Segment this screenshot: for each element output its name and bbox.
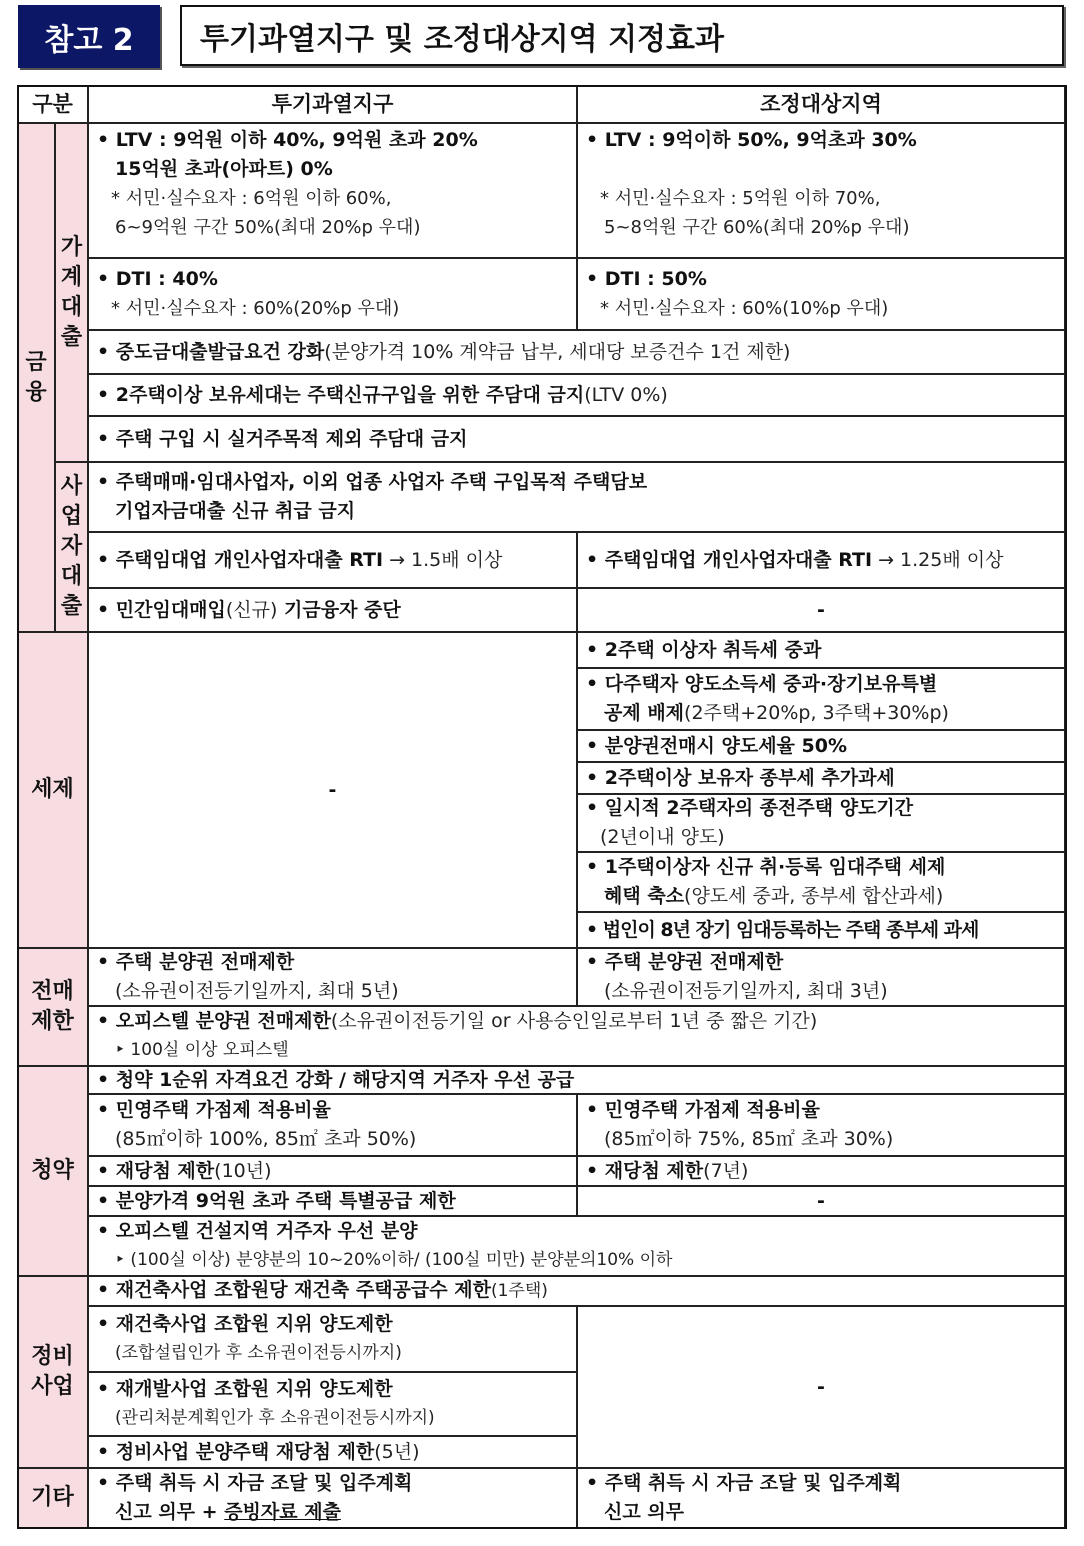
rti-speculative: • 주택임대업 개인사업자대출 RTI → 1.5배 이상 [88,532,577,588]
page-title: 투기과열지구 및 조정대상지역 지정효과 [180,5,1064,66]
ltv-adjustment: • LTV : 9억이하 50%, 9억초과 30% * 서민·실수요자 : 5억원 이하 70%, 5~8억원 구간 60%(최대 20%p 우대) [577,123,1065,258]
tax-item: • 법인이 8년 장기 임대등록하는 주택 종부세 과세 [577,912,1065,948]
reference-badge: 참고 2 [18,5,160,68]
ltv-speculative: • LTV : 9억원 이하 40%, 9억원 초과 20% 15억원 초과(아파트) 0% * 서민·실수요자 : 6억원 이하 60%, 6~9억원 구간 50%(최대 20%p 우대) [88,123,577,258]
purchase-loan-row: • 주택 구입 시 실거주목적 제외 주담대 금지 [88,416,1065,462]
maintenance-rewin: • 정비사업 분양주택 재당첨 제한(5년) [88,1436,577,1468]
rewin-adjustment: • 재당첨 제한(7년) [577,1156,1065,1186]
header-category: 구분 [17,85,88,123]
category-tax: 세제 [17,632,88,948]
tax-item: • 2주택 이상자 취득세 중과 [577,632,1065,668]
business-loan-row: • 주택매매·임대사업자, 이외 업종 사업자 주택 구입목적 주택담보 기업자금대출 신규 취급 금지 [88,462,1065,532]
subcategory-business-loan: 사업자대출 [55,462,88,632]
funding-plan-speculative: • 주택 취득 시 자금 조달 및 입주계획 신고 의무 + 증빙자료 제출 [88,1468,577,1528]
rental-fund-speculative: • 민간임대매입(신규) 기금융자 중단 [88,588,577,632]
midpayment-loan-row: • 중도금대출발급요건 강화(분양가격 10% 계약금 납부, 세대당 보증건수 1건 제한) [88,330,1065,374]
tax-item: • 다주택자 양도소득세 중과·장기보유특별 공제 배제(2주택+20%p, 3주택+30%p) [577,668,1065,730]
point-system-adjustment: • 민영주택 가점제 적용비율 (85㎡이하 75%, 85㎡ 초과 30%) [577,1094,1065,1156]
header-adjustment-zone: 조정대상지역 [577,85,1065,123]
category-finance: 금융 [17,123,55,632]
rti-adjustment: • 주택임대업 개인사업자대출 RTI → 1.25배 이상 [577,532,1065,588]
redevelopment-transfer: • 재개발사업 조합원 지위 양도제한 (관리처분계획인가 후 소유권이전등시까지) [88,1372,577,1436]
multi-home-loan-row: • 2주택이상 보유세대는 주택신규구입을 위한 주담대 금지(LTV 0%) [88,374,1065,416]
resale-speculative: • 주택 분양권 전매제한 (소유권이전등기일까지, 최대 5년) [88,948,577,1006]
rewin-speculative: • 재당첨 제한(10년) [88,1156,577,1186]
subcategory-household-loan: 가계대출 [55,123,88,462]
special-supply-adjustment: - [577,1186,1065,1216]
tax-item: • 2주택이상 보유자 종부세 추가과세 [577,762,1065,794]
tax-item: • 일시적 2주택자의 종전주택 양도기간 (2년이내 양도) [577,794,1065,852]
tax-item: • 1주택이상자 신규 취·등록 임대주택 세제 혜택 축소(양도세 중과, 종부세 합산과세) [577,852,1065,912]
category-other: 기타 [17,1468,88,1528]
dti-speculative: • DTI : 40% * 서민·실수요자 : 60%(20%p 우대) [88,258,577,330]
rental-fund-adjustment: - [577,588,1065,632]
officetel-resale-row: • 오피스텔 분양권 전매제한(소유권이전등기일 or 사용승인일로부터 1년 중 짧은 기간) ‣ 100실 이상 오피스텔 [88,1006,1065,1066]
maintenance-adjustment: - [577,1306,1065,1468]
header-speculative-zone: 투기과열지구 [88,85,577,123]
category-subscription: 청약 [17,1066,88,1276]
resale-adjustment: • 주택 분양권 전매제한 (소유권이전등기일까지, 최대 3년) [577,948,1065,1006]
dti-adjustment: • DTI : 50% * 서민·실수요자 : 60%(10%p 우대) [577,258,1065,330]
tax-item: • 분양권전매시 양도세율 50% [577,730,1065,762]
subscription-priority-row: • 청약 1순위 자격요건 강화 / 해당지역 거주자 우선 공급 [88,1066,1065,1094]
category-resale-restriction: 전매제한 [17,948,88,1066]
special-supply-speculative: • 분양가격 9억원 초과 주택 특별공급 제한 [88,1186,577,1216]
category-maintenance: 정비사업 [17,1276,88,1468]
officetel-priority-row: • 오피스텔 건설지역 거주자 우선 분양 ‣ (100실 이상) 분양분의 10~20%이하/ (100실 미만) 분양분의10% 이하 [88,1216,1065,1276]
point-system-speculative: • 민영주택 가점제 적용비율 (85㎡이하 100%, 85㎡ 초과 50%) [88,1094,577,1156]
tax-speculative: - [88,632,577,948]
reconstruction-transfer: • 재건축사업 조합원 지위 양도제한 (조합설립인가 후 소유권이전등시까지) [88,1306,577,1372]
funding-plan-adjustment: • 주택 취득 시 자금 조달 및 입주계획 신고 의무 [577,1468,1065,1528]
reconstruction-supply-row: • 재건축사업 조합원당 재건축 주택공급수 제한(1주택) [88,1276,1065,1306]
